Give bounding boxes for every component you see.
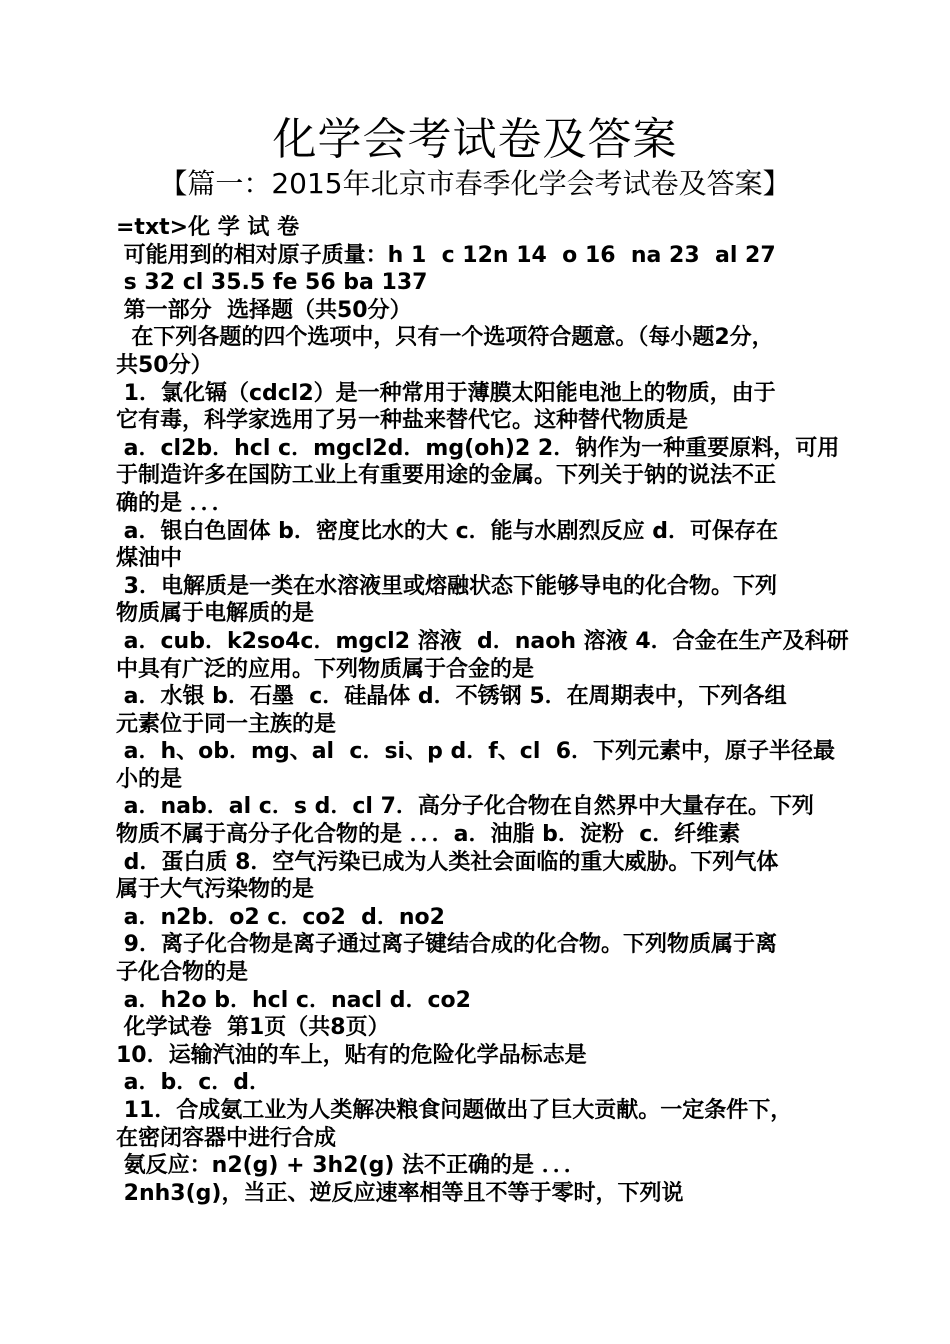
text-line: 中具有广泛的应用。下列物质属于合金的是	[116, 656, 535, 682]
text-line: 它有毒，科学家选用了另一种盐来替代它。这种替代物质是	[116, 408, 689, 434]
text-line: 2nh3(g)，当正、逆反应速率相等且不等于零时，下列说	[116, 1180, 684, 1206]
text-line: 3．电解质是一类在水溶液里或熔融状态下能够导电的化合物。下列	[116, 573, 777, 599]
text-line: 物质属于电解质的是	[116, 601, 315, 627]
text-line: 物质不属于高分子化合物的是 ．．．a．油脂 b．淀粉 c．纤维素	[116, 822, 741, 848]
text-line: a．n2b．o2 c．co2 d．no2	[116, 904, 445, 930]
text-line: a．nab．al c．s d．cl 7．高分子化合物在自然界中大量存在。下列	[116, 794, 814, 820]
text-line: 煤油中	[116, 546, 183, 572]
text-line: 第一部分 选择题（共50分）	[116, 297, 412, 323]
text-line: 可能用到的相对原子质量：h 1 c 12n 14 o 16 na 23 al 27	[116, 242, 776, 268]
text-line: a．b．c．d．	[116, 1070, 272, 1096]
text-line: 在下列各题的四个选项中，只有一个选项符合题意。（每小题2分，	[116, 325, 774, 351]
text-line: 于制造许多在国防工业上有重要用途的金属。下列关于钠的说法不正	[116, 463, 777, 489]
text-line: 元素位于同一主族的是	[116, 711, 337, 737]
text-line: =txt>化 学 试 卷	[116, 215, 300, 240]
text-line: 化学试卷 第1页（共8页）	[116, 1015, 390, 1041]
text-line: 子化合物的是	[116, 960, 249, 986]
text-line: s 32 cl 35.5 fe 56 ba 137	[116, 270, 428, 296]
text-line: 共50分）	[116, 352, 213, 378]
text-line: 属于大气污染物的是	[116, 877, 315, 903]
text-line: d．蛋白质 8．空气污染已成为人类社会面临的重大威胁。下列气体	[116, 849, 779, 875]
text-line: a．h2o b．hcl c．nacl d．co2	[116, 987, 471, 1013]
document-title: 化学会考试卷及答案	[272, 114, 678, 165]
text-line: 在密闭容器中进行合成	[116, 1125, 337, 1151]
text-line: 确的是 ．．．	[116, 490, 234, 516]
text-line: 小的是	[116, 766, 183, 792]
text-line: a．银白色固体 b．密度比水的大 c．能与水剧烈反应 d．可保存在	[116, 518, 779, 544]
text-line: 10．运输汽油的车上，贴有的危险化学品标志是	[116, 1042, 587, 1068]
text-line: 11．合成氨工业为人类解决粮食问题做出了巨大贡献。一定条件下，	[116, 1098, 793, 1123]
text-line: a．水银 b．石墨 c．硅晶体 d．不锈钢 5．在周期表中，下列各组	[116, 684, 787, 710]
document-body	[116, 214, 849, 1207]
text-line: 氨反应：n2(g) + 3h2(g) 法不正确的是 ．．．	[116, 1153, 586, 1179]
text-line: 9．离子化合物是离子通过离子键结合成的化合物。下列物质属于离	[116, 932, 777, 958]
text-line: a．cub．k2so4c．mgcl2 溶液 d．naoh 溶液 4．合金在生产及科研	[116, 628, 849, 654]
text-line: 1．氯化镉（cdcl2）是一种常用于薄膜太阳能电池上的物质，由于	[116, 380, 776, 406]
text-line: a．cl2b．hcl c．mgcl2d．mg(oh)2 2．钠作为一种重要原料，可用	[116, 435, 840, 461]
text-line: a．h、ob．mg、al c．si、p d．f、cl 6．下列元素中，原子半径最	[116, 739, 836, 765]
document-subtitle: 【篇一：2015年北京市春季化学会考试卷及答案】	[159, 167, 791, 200]
